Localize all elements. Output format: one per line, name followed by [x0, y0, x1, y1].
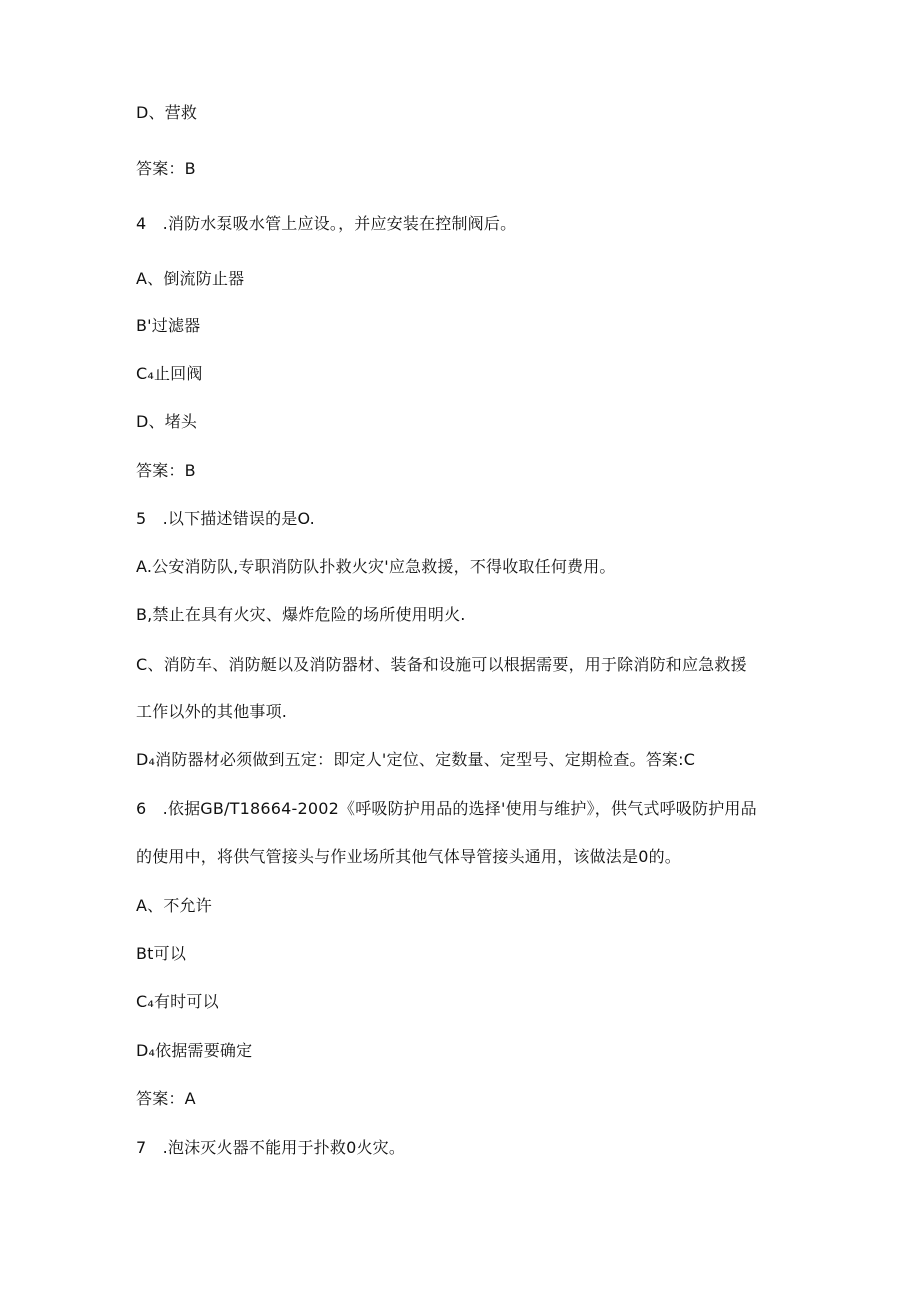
q3-option-d: D、营救: [136, 103, 198, 122]
q6-option-c: C₄有时可以: [136, 992, 219, 1011]
question-4: 4 .消防水泵吸水管上应设。，并应安装在控制阀后。: [136, 214, 517, 233]
q6-option-b: Bt可以: [136, 944, 187, 963]
q4-option-b: B'过滤器: [136, 316, 201, 335]
q5-option-c-line1: C、消防车、消防艇以及消防器材、装备和设施可以根据需要，用于除消防和应急救援: [136, 655, 747, 674]
q3-answer: 答案：B: [136, 159, 196, 178]
q5-option-a: A.公安消防队,专职消防队扑救火灾'应急救援，不得收取任何费用。: [136, 557, 616, 576]
q4-option-a: A、倒流防止器: [136, 269, 245, 288]
q5-option-b: B,禁止在具有火灾、爆炸危险的场所使用明火.: [136, 605, 466, 624]
q5-option-d-answer: D₄消防器材必须做到五定：即定人'定位、定数量、定型号、定期检查。答案:C: [136, 750, 696, 769]
question-5: 5 .以下描述错误的是O.: [136, 509, 315, 528]
q6-option-d: D₄依据需要确定: [136, 1041, 253, 1060]
q4-answer: 答案：B: [136, 461, 196, 480]
q6-option-a: A、不允许: [136, 896, 212, 915]
q4-option-c: C₄止回阀: [136, 364, 203, 383]
q4-option-d: D、堵头: [136, 412, 198, 431]
q5-option-c-line2: 工作以外的其他事项.: [136, 702, 288, 721]
question-6-line2: 的使用中，将供气管接头与作业场所其他气体导管接头通用，该做法是0的。: [136, 847, 681, 866]
q6-answer: 答案：A: [136, 1089, 196, 1108]
question-6-line1: 6 .依据GB/T18664-2002《呼吸防护用品的选择'使用与维护》，供气式呼吸防护用品: [136, 799, 757, 818]
question-7: 7 .泡沫灭火器不能用于扑救0火灾。: [136, 1138, 406, 1157]
